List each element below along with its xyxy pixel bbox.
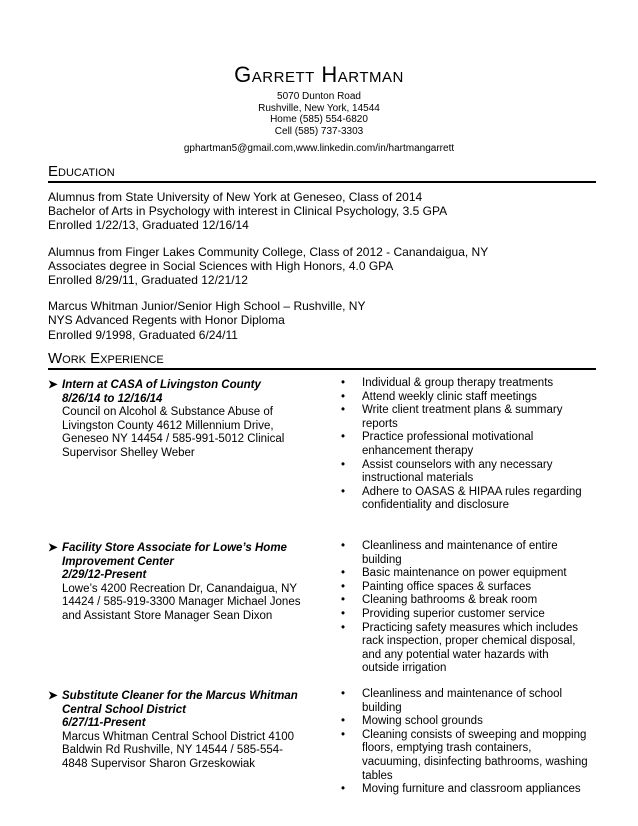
work-experience-heading: Work Experience <box>48 350 164 367</box>
duty-item <box>338 567 588 581</box>
duty-item <box>338 391 588 405</box>
duty-item <box>338 404 588 431</box>
duty-text: Attend weekly clinic staff meetings <box>362 390 537 403</box>
duty-item <box>338 729 588 783</box>
education-line: Enrolled 1/22/13, Graduated 12/16/14 <box>48 218 249 233</box>
job-title <box>48 542 308 569</box>
job-entry <box>48 379 308 461</box>
education-line: NYS Advanced Regents with Honor Diploma <box>48 313 285 328</box>
address-line: 5070 Dunton Road <box>277 91 361 102</box>
duty-item <box>338 608 588 622</box>
duty-item <box>338 459 588 486</box>
education-line: Bachelor of Arts in Psychology with interest in Clinical Psychology, 3.5 GPA <box>48 204 448 219</box>
bullet-icon: • <box>341 458 346 471</box>
education-entry <box>48 190 598 233</box>
bullet-icon: • <box>341 607 346 620</box>
bullet-icon: • <box>341 715 346 728</box>
duty-item <box>338 486 588 513</box>
duty-text: Moving furniture and classroom appliances <box>362 783 581 796</box>
duty-text: Individual & group therapy treatments <box>362 377 554 389</box>
job-details: Council on Alcohol & Substance Abuse of Livingston County 4612 Millennium Drive, Geneseo NY 14454 / 585-991-5012 Clinical Supervisor Shelley Weber <box>62 406 285 459</box>
duty-text: Cleanliness and maintenance of school building <box>362 688 563 714</box>
city-line: Rushville, New York, 14544 <box>258 102 380 114</box>
email-linkedin-line: gphartman5@gmail.com,www.linkedin.com/in/hartmangarrett <box>183 143 455 154</box>
job-duties-list <box>338 540 588 676</box>
bullet-icon: • <box>341 580 346 593</box>
duty-text: Cleaning bathrooms & break room <box>362 594 538 607</box>
bullet-icon: • <box>341 567 346 580</box>
bullet-icon: • <box>341 431 346 444</box>
job-title <box>48 379 308 393</box>
arrow-bullet-icon: ➤ <box>48 690 58 702</box>
duty-text: Practice professional motivational enhancement therapy <box>362 431 534 457</box>
duty-text: Providing superior customer service <box>362 607 545 620</box>
cell-phone: Cell (585) 737-3303 <box>274 125 364 137</box>
education-line: Enrolled 8/29/11, Graduated 12/21/12 <box>48 273 248 288</box>
education-list <box>48 190 598 354</box>
duty-item <box>338 431 588 458</box>
contact-block <box>0 91 638 137</box>
bullet-icon: • <box>341 540 346 552</box>
home-phone: Home (585) 554-6820 <box>270 114 368 125</box>
job-dates: 2/29/12-Present <box>62 569 147 582</box>
job-entry <box>48 542 308 624</box>
resume-name: Garrett Hartman <box>234 62 404 87</box>
education-line: Associates degree in Social Sciences with High Honors, 4.0 GPA <box>48 258 394 273</box>
job-dates: 8/26/14 to 12/16/14 <box>62 392 163 405</box>
job-entry <box>48 690 308 772</box>
duty-item <box>338 715 588 729</box>
education-line: Enrolled 9/1998, Graduated 6/24/11 <box>48 327 238 342</box>
duty-text: Cleanliness and maintenance of entire building <box>362 540 558 566</box>
duty-item <box>338 688 588 715</box>
arrow-bullet-icon: ➤ <box>48 379 58 391</box>
duty-text: Adhere to OASAS & HIPAA rules regarding confidentiality and disclosure <box>362 485 582 512</box>
duty-text: Write client treatment plans & summary reports <box>362 404 563 430</box>
bullet-icon: • <box>341 404 346 417</box>
job-details: Lowe’s 4200 Recreation Dr, Canandaigua, NY 14424 / 585-919-3300 Manager Michael Jones and Assistant Store Manager Sean Dixon <box>62 582 301 622</box>
bullet-icon: • <box>341 728 346 741</box>
bullet-icon: • <box>341 377 346 389</box>
education-line: Marcus Whitman Junior/Senior High School – Rushville, NY <box>48 299 366 314</box>
duty-item <box>338 783 588 797</box>
duty-item <box>338 594 588 608</box>
work-experience-rule <box>48 368 596 370</box>
duty-item <box>338 581 588 595</box>
duty-text: Mowing school grounds <box>362 715 483 728</box>
bullet-icon: • <box>341 485 346 498</box>
bullet-icon: • <box>341 783 346 796</box>
job-dates: 6/27/11-Present <box>62 717 146 730</box>
duty-item <box>338 622 588 676</box>
duty-text: Assist counselors with any necessary instructional materials <box>362 458 553 485</box>
duty-text: Painting office spaces & surfaces <box>362 580 532 593</box>
job-details: Marcus Whitman Central School District 4100 Baldwin Rd Rushville, NY 14544 / 585-554-4848 Supervisor Sharon Grzeskowiak <box>62 730 294 770</box>
bullet-icon: • <box>341 621 346 634</box>
education-line: Alumnus from State University of New York at Geneseo, Class of 2014 <box>48 190 423 204</box>
bullet-icon: • <box>341 390 346 403</box>
duty-item <box>338 540 588 567</box>
job-duties-list <box>338 377 588 513</box>
duty-text: Practicing safety measures which includes rack inspection, proper chemical disposal, and any potential water hazards with outside irrigation <box>362 621 579 675</box>
bullet-icon: • <box>341 594 346 607</box>
education-rule <box>48 181 596 183</box>
job-title <box>48 690 308 717</box>
education-entry <box>48 245 598 288</box>
duty-text: Basic maintenance on power equipment <box>362 567 567 580</box>
job-title-text: Facility Store Associate for Lowe’s Home Improvement Center <box>62 542 287 568</box>
job-duties-list <box>338 688 588 797</box>
education-entry <box>48 299 598 342</box>
duty-item <box>338 377 588 391</box>
education-line: Alumnus from Finger Lakes Community College, Class of 2012 - Canandaigua, NY <box>48 244 489 259</box>
arrow-bullet-icon: ➤ <box>48 542 58 554</box>
duty-text: Cleaning consists of sweeping and mopping floors, emptying trash containers, vacuuming, disinfecting bathrooms, washing tables <box>362 728 588 782</box>
job-title-text: Intern at CASA of Livingston County <box>62 379 261 391</box>
education-heading: Education <box>48 163 115 180</box>
bullet-icon: • <box>341 688 346 700</box>
job-title-text: Substitute Cleaner for the Marcus Whitman Central School District <box>62 690 298 716</box>
